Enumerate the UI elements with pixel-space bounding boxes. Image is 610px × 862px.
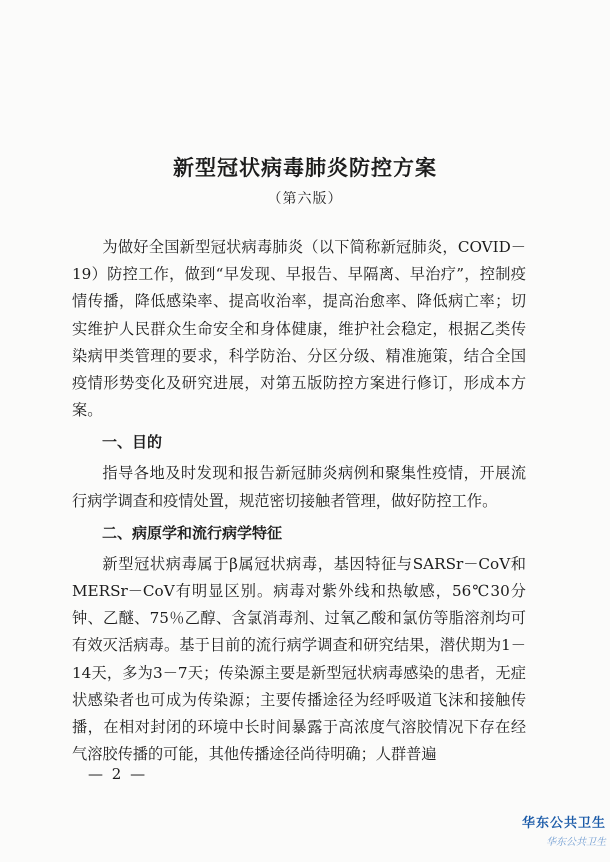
- document-title: 新型冠状病毒肺炎防控方案: [173, 155, 437, 180]
- section-heading-etiology: 二、病原学和流行病学特征: [102, 523, 283, 542]
- watermark-subtext: 华东公共卫生: [546, 837, 606, 848]
- document-body: [72, 234, 526, 768]
- intro-paragraph: 为做好全国新型冠状病毒肺炎（以下简称新冠肺炎，COVID－19）防控工作，做到“早发现、早报告、早隔离、早治疗”，控制疫情传播，降低感染率、提高收治率，提高治愈率、降低病亡率；切实维护人民群众生命安全和身体健康，维护社会稳定，根据乙类传染病甲类管理的要求，科学防治、分区分级、精准施策，结合全国疫情形势变化及研究进展，对第五版防控方案进行修订，形成本方案。: [72, 238, 526, 420]
- page-number: — 2 —: [88, 765, 148, 783]
- document-subtitle: （第六版）: [267, 191, 343, 207]
- etiology-paragraph: 新型冠状病毒属于β属冠状病毒，基因特征与SARSr－CoV和MERSr－CoV有明显区别。病毒对紫外线和热敏感，56℃30分钟、乙醚、75％乙醇、含氯消毒剂、过氧乙酸和氯仿等脂溶剂均可有效灭活病毒。基于目前的流行病学调查和研究结果，潜伏期为1－14天，多为3－7天；传染源主要是新型冠状病毒感染的患者，无症状感染者也可成为传染源；主要传播途径为经呼吸道飞沫和接触传播，在相对封闭的环境中长时间暴露于高浓度气溶胶情况下存在经气溶胶传播的可能，其他传播途径尚待明确；人群普遍: [72, 554, 526, 764]
- purpose-paragraph: 指导各地及时发现和报告新冠肺炎病例和聚集性疫情，开展流行病学调查和疫情处置，规范密切接触者管理，做好防控工作。: [72, 464, 526, 510]
- watermark-text: 华东公共卫生: [521, 816, 606, 831]
- section-heading-purpose: 一、目的: [102, 433, 163, 452]
- watermark-logo: [522, 812, 606, 848]
